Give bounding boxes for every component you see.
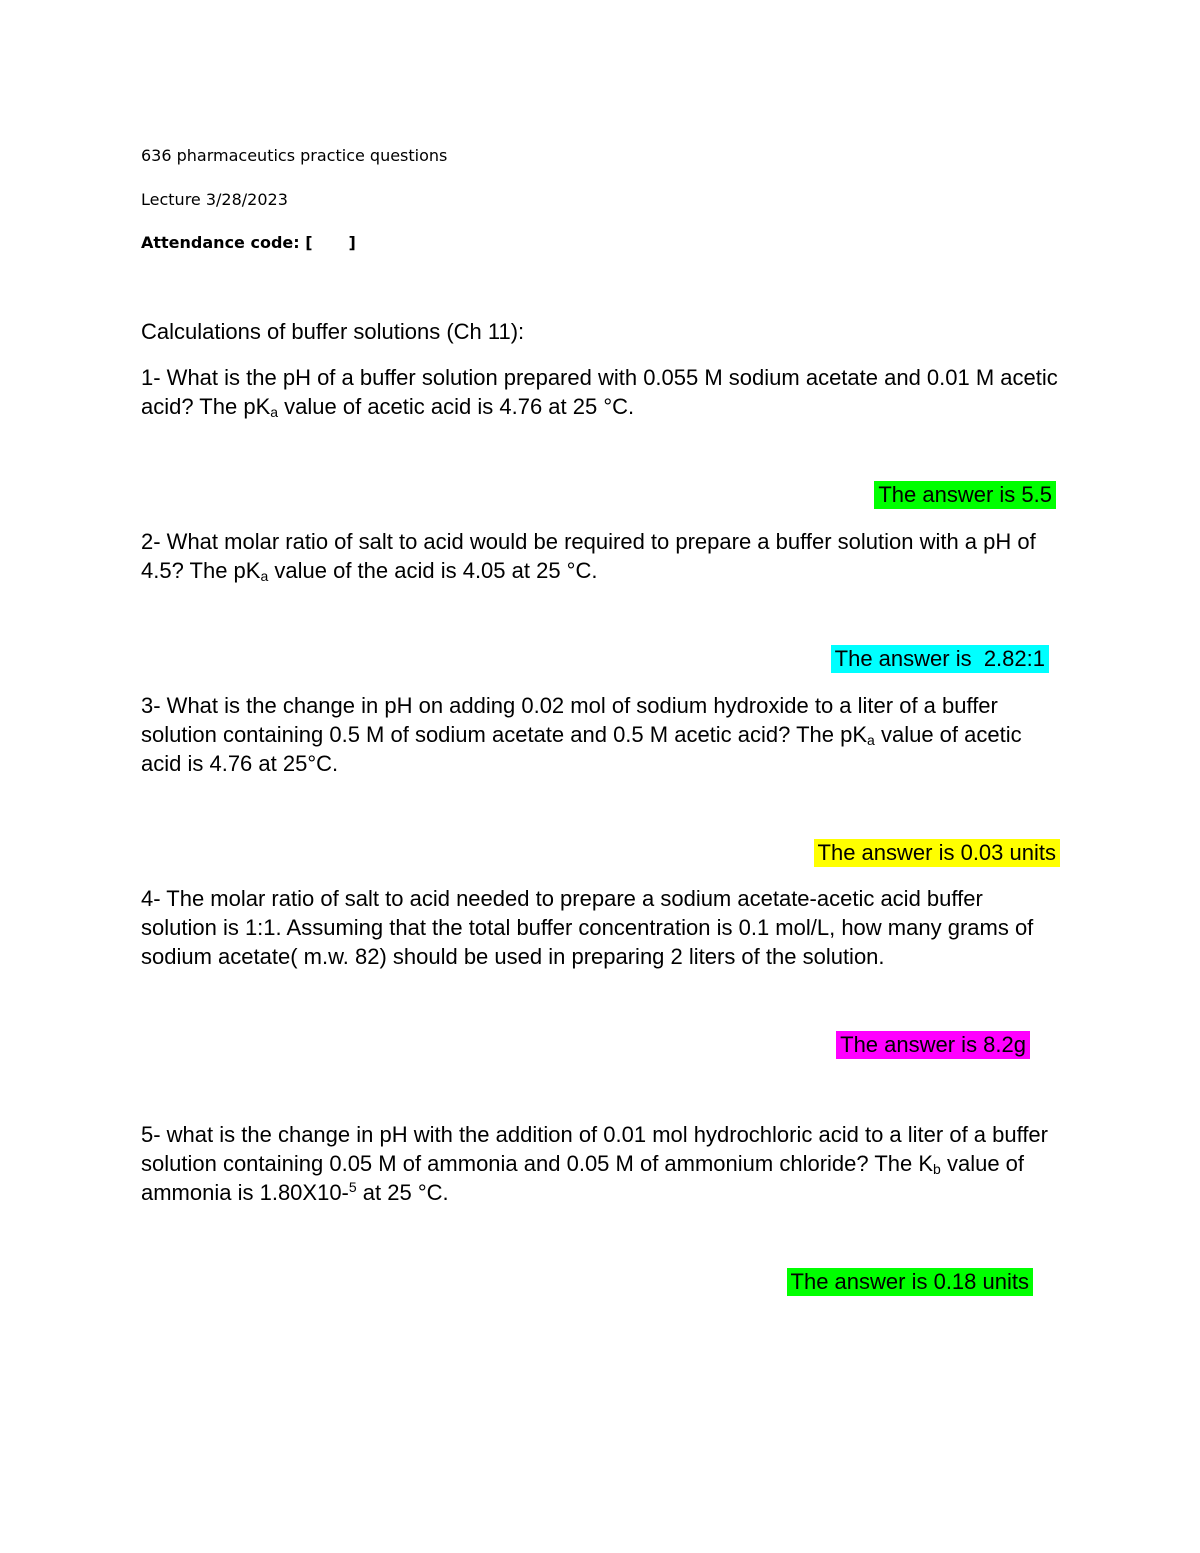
answer-3-row <box>0 839 1200 869</box>
question-3-text: 3- What is the change in pH on adding 0.02 mol of sodium hydroxide to a liter of a buffer solution containing 0.5 M of sodium acetate and 0.5 M acetic acid? The pK <box>141 693 998 747</box>
question-5-superscript: 5 <box>348 1179 357 1195</box>
answer-5-row <box>0 1268 1200 1298</box>
answer-4: The answer is 8.2g <box>836 1031 1030 1059</box>
question-1-text: 1- What is the pH of a buffer solution prepared with 0.055 M sodium acetate and 0.01 M acetic acid? The pK <box>141 365 1058 419</box>
question-2-text-end: value of the acid is 4.05 at 25 °C. <box>268 558 598 583</box>
question-5-text: 5- what is the change in pH with the addition of 0.01 mol hydrochloric acid to a liter of a buffer solution containing 0.05 M of ammonia and 0.05 M of ammonium chloride? The K <box>141 1122 1048 1176</box>
question-2 <box>141 527 1071 585</box>
document-title: 636 pharmaceutics practice questions <box>141 146 448 165</box>
answer-1-row <box>0 481 1200 511</box>
question-2-text: 2- What molar ratio of salt to acid would be required to prepare a buffer solution with a pH of 4.5? The pK <box>141 529 1036 583</box>
question-3-text-end: value of acetic acid is 4.76 at 25°C. <box>141 722 1022 776</box>
answer-4-row <box>0 1031 1200 1061</box>
question-5 <box>141 1120 1056 1207</box>
question-1-text-end: value of acetic acid is 4.76 at 25 °C. <box>278 394 635 419</box>
question-5-text-end: at 25 °C. <box>356 1180 449 1205</box>
question-2-subscript: a <box>260 568 269 584</box>
answer-2: The answer is 2.82:1 <box>831 645 1049 673</box>
question-5-text-mid: value of ammonia is 1.80X10- <box>141 1151 1025 1205</box>
answer-3: The answer is 0.03 units <box>814 839 1060 867</box>
attendance-code-label: Attendance code: <box>141 233 300 252</box>
attendance-bracket-open: [ <box>305 233 313 252</box>
attendance-code-line <box>141 233 356 253</box>
lecture-date: Lecture 3/28/2023 <box>141 190 288 209</box>
question-3-subscript: a <box>867 732 875 748</box>
question-5-subscript: b <box>933 1161 941 1177</box>
answer-2-row <box>0 645 1200 675</box>
question-4: 4- The molar ratio of salt to acid needed to prepare a sodium acetate-acetic acid buffer solution is 1:1. Assuming that the total buffer concentration is 0.1 mol/L, how many grams of sodium acetate( m.w. 82) should be used in preparing 2 liters of the solution. <box>141 886 1034 969</box>
section-heading: Calculations of buffer solutions (Ch 11): <box>141 319 525 344</box>
answer-5: The answer is 0.18 units <box>787 1268 1033 1296</box>
question-3 <box>141 691 1066 778</box>
question-1-subscript: a <box>270 404 279 420</box>
answer-1: The answer is 5.5 <box>874 481 1056 509</box>
attendance-bracket-close: ] <box>348 233 356 252</box>
question-1 <box>141 363 1071 421</box>
